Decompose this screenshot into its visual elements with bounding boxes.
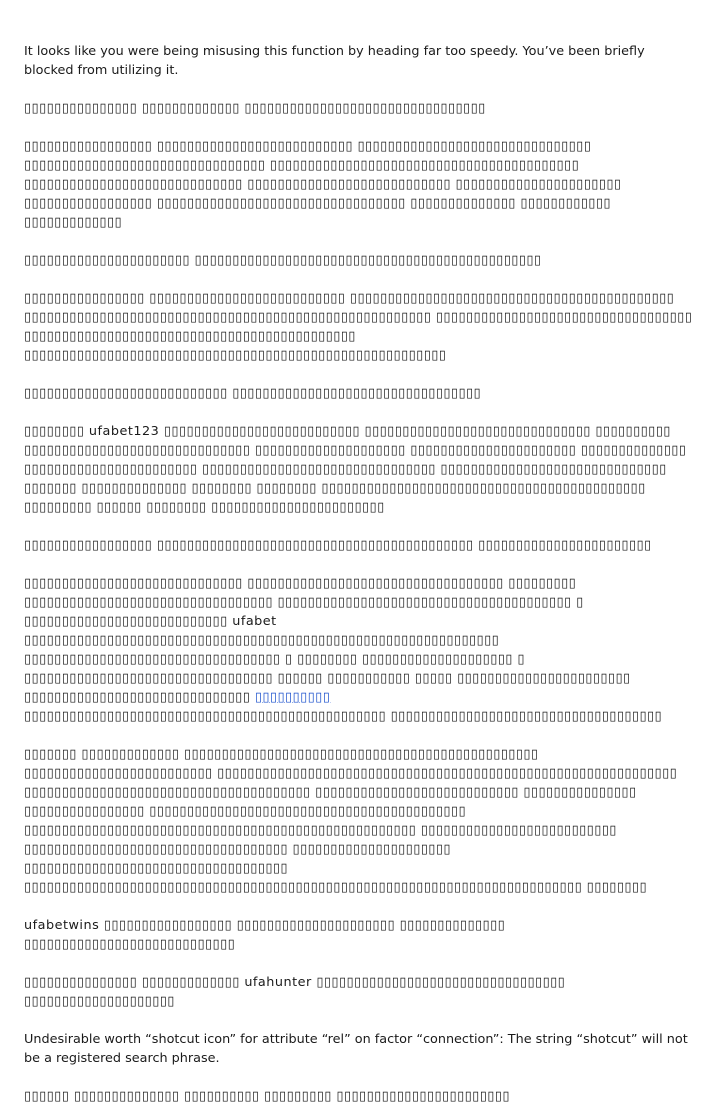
error-notice: Undesirable worth “shotcut icon” for attribute “rel” on factor “connection”: The string “shotcut” will not be a registered search phrase. — [24, 1032, 688, 1066]
paragraph-11: ufabetwins ▯▯▯▯▯▯▯▯▯▯▯▯▯▯▯▯▯ ▯▯▯▯▯▯▯▯▯▯▯▯▯▯▯▯▯▯▯▯▯ ▯▯▯▯▯▯▯▯▯▯▯▯▯▯ ▯▯▯▯▯▯▯▯▯▯▯▯▯▯▯▯▯▯▯▯▯▯▯▯▯▯▯▯ — [24, 918, 506, 952]
paragraph-10: ▯▯▯▯▯▯▯ ▯▯▯▯▯▯▯▯▯▯▯▯▯ ▯▯▯▯▯▯▯▯▯▯▯▯▯▯▯▯▯▯▯▯▯▯▯▯▯▯▯▯▯▯▯▯▯▯▯▯▯▯▯▯▯▯▯▯▯▯▯ ▯▯▯▯▯▯▯▯▯▯▯▯▯▯▯▯▯▯▯▯▯▯▯▯▯ ▯▯▯▯▯▯▯▯▯▯▯▯▯▯▯▯▯▯▯▯▯▯▯▯▯▯▯▯▯▯▯▯▯▯▯▯▯▯▯▯▯▯▯▯▯▯▯▯▯▯▯▯▯▯▯▯▯▯▯▯▯ ▯▯▯▯▯▯▯▯▯▯▯▯▯▯▯▯▯▯▯▯▯▯▯▯▯▯▯▯▯▯▯▯▯▯▯▯▯▯ ▯▯▯▯▯▯▯▯▯▯▯▯▯▯▯▯▯▯▯▯▯▯▯▯▯▯▯ ▯▯▯▯▯▯▯▯▯▯▯▯▯▯▯ ▯▯▯▯▯▯▯▯▯▯▯▯▯▯▯▯ ▯▯▯▯▯▯▯▯▯▯▯▯▯▯▯▯▯▯▯▯▯▯▯▯▯▯▯▯▯▯▯▯▯▯▯▯▯▯▯▯▯▯ ▯▯▯▯▯▯▯▯▯▯▯▯▯▯▯▯▯▯▯▯▯▯▯▯▯▯▯▯▯▯▯▯▯▯▯▯▯▯▯▯▯▯▯▯▯▯▯▯▯▯▯▯ ▯▯▯▯▯▯▯▯▯▯▯▯▯▯▯▯▯▯▯▯▯▯▯▯▯▯ ▯▯▯▯▯▯▯▯▯▯▯▯▯▯▯▯▯▯▯▯▯▯▯▯▯▯▯▯▯▯▯▯▯▯▯ ▯▯▯▯▯▯▯▯▯▯▯▯▯▯▯▯▯▯▯▯▯ ▯▯▯▯▯▯▯▯▯▯▯▯▯▯▯▯▯▯▯▯▯▯▯▯▯▯▯▯▯▯▯▯▯▯▯ ▯▯▯▯▯▯▯▯▯▯▯▯▯▯▯▯▯▯▯▯▯▯▯▯▯▯▯▯▯▯▯▯▯▯▯▯▯▯▯▯▯▯▯▯▯▯▯▯▯▯▯▯▯▯▯▯▯▯▯▯▯▯▯▯▯▯▯▯▯▯▯▯▯▯ ▯▯▯▯▯▯▯▯ — [24, 747, 678, 895]
inline-link[interactable]: ▯▯▯▯▯▯▯▯▯▯ — [254, 690, 331, 705]
paragraph-12: ▯▯▯▯▯▯▯▯▯▯▯▯▯▯▯ ▯▯▯▯▯▯▯▯▯▯▯▯▯ ufahunter ▯▯▯▯▯▯▯▯▯▯▯▯▯▯▯▯▯▯▯▯▯▯▯▯▯▯▯▯▯▯▯▯▯ ▯▯▯▯▯▯▯▯▯▯▯▯▯▯▯▯▯▯▯▯ — [24, 975, 566, 1009]
paragraph-4: ▯▯▯▯▯▯▯▯▯▯▯▯▯▯▯▯▯▯▯▯▯▯ ▯▯▯▯▯▯▯▯▯▯▯▯▯▯▯▯▯▯▯▯▯▯▯▯▯▯▯▯▯▯▯▯▯▯▯▯▯▯▯▯▯▯▯▯▯▯ — [24, 253, 542, 268]
paragraph-9 — [24, 574, 696, 726]
paragraph-9-text-b: ▯▯▯▯▯▯▯▯▯▯▯▯▯▯▯▯▯▯▯▯▯▯▯▯▯▯▯▯▯▯▯▯▯▯▯▯▯▯▯▯▯▯▯▯▯▯▯▯ ▯▯▯▯▯▯▯▯▯▯▯▯▯▯▯▯▯▯▯▯▯▯▯▯▯▯▯▯▯▯▯▯▯▯▯▯ — [24, 709, 663, 724]
paragraph-3: ▯▯▯▯▯▯▯▯▯▯▯▯▯▯▯▯▯ ▯▯▯▯▯▯▯▯▯▯▯▯▯▯▯▯▯▯▯▯▯▯▯▯▯▯ ▯▯▯▯▯▯▯▯▯▯▯▯▯▯▯▯▯▯▯▯▯▯▯▯▯▯▯▯▯▯▯ ▯▯▯▯▯▯▯▯▯▯▯▯▯▯▯▯▯▯▯▯▯▯▯▯▯▯▯▯▯▯▯▯ ▯▯▯▯▯▯▯▯▯▯▯▯▯▯▯▯▯▯▯▯▯▯▯▯▯▯▯▯▯▯▯▯▯▯▯▯▯▯▯▯▯ ▯▯▯▯▯▯▯▯▯▯▯▯▯▯▯▯▯▯▯▯▯▯▯▯▯▯▯▯▯ ▯▯▯▯▯▯▯▯▯▯▯▯▯▯▯▯▯▯▯▯▯▯▯▯▯▯▯ ▯▯▯▯▯▯▯▯▯▯▯▯▯▯▯▯▯▯▯▯▯▯ ▯▯▯▯▯▯▯▯▯▯▯▯▯▯▯▯▯ ▯▯▯▯▯▯▯▯▯▯▯▯▯▯▯▯▯▯▯▯▯▯▯▯▯▯▯▯▯▯▯▯▯ ▯▯▯▯▯▯▯▯▯▯▯▯▯▯ ▯▯▯▯▯▯▯▯▯▯▯▯ ▯▯▯▯▯▯▯▯▯▯▯▯▯ — [24, 139, 622, 230]
paragraph-5: ▯▯▯▯▯▯▯▯▯▯▯▯▯▯▯▯ ▯▯▯▯▯▯▯▯▯▯▯▯▯▯▯▯▯▯▯▯▯▯▯▯▯▯ ▯▯▯▯▯▯▯▯▯▯▯▯▯▯▯▯▯▯▯▯▯▯▯▯▯▯▯▯▯▯▯▯▯▯▯▯▯▯▯▯▯▯▯ ▯▯▯▯▯▯▯▯▯▯▯▯▯▯▯▯▯▯▯▯▯▯▯▯▯▯▯▯▯▯▯▯▯▯▯▯▯▯▯▯▯▯▯▯▯▯▯▯▯▯▯▯▯▯ ▯▯▯▯▯▯▯▯▯▯▯▯▯▯▯▯▯▯▯▯▯▯▯▯▯▯▯▯▯▯▯▯▯▯ ▯▯▯▯▯▯▯▯▯▯▯▯▯▯▯▯▯▯▯▯▯▯▯▯▯▯▯▯▯▯▯▯▯▯▯▯▯▯▯▯▯▯▯▯ ▯▯▯▯▯▯▯▯▯▯▯▯▯▯▯▯▯▯▯▯▯▯▯▯▯▯▯▯▯▯▯▯▯▯▯▯▯▯▯▯▯▯▯▯▯▯▯▯▯▯▯▯▯▯▯▯ — [24, 291, 693, 363]
paragraph-14: ▯▯▯▯▯▯ ▯▯▯▯▯▯▯▯▯▯▯▯▯▯ ▯▯▯▯▯▯▯▯▯▯ ▯▯▯▯▯▯▯▯▯ ▯▯▯▯▯▯▯▯▯▯▯▯▯▯▯▯▯▯▯▯▯▯▯ — [24, 1089, 510, 1104]
paragraph-2: ▯▯▯▯▯▯▯▯▯▯▯▯▯▯▯ ▯▯▯▯▯▯▯▯▯▯▯▯▯ ▯▯▯▯▯▯▯▯▯▯▯▯▯▯▯▯▯▯▯▯▯▯▯▯▯▯▯▯▯▯▯▯ — [24, 101, 486, 116]
paragraph-6: ▯▯▯▯▯▯▯▯▯▯▯▯▯▯▯▯▯▯▯▯▯▯▯▯▯▯▯ ▯▯▯▯▯▯▯▯▯▯▯▯▯▯▯▯▯▯▯▯▯▯▯▯▯▯▯▯▯▯▯▯▯ — [24, 386, 482, 401]
paragraph-8: ▯▯▯▯▯▯▯▯▯▯▯▯▯▯▯▯▯ ▯▯▯▯▯▯▯▯▯▯▯▯▯▯▯▯▯▯▯▯▯▯▯▯▯▯▯▯▯▯▯▯▯▯▯▯▯▯▯▯▯▯ ▯▯▯▯▯▯▯▯▯▯▯▯▯▯▯▯▯▯▯▯▯▯▯ — [24, 538, 652, 553]
paragraph-9-text-a: ▯▯▯▯▯▯▯▯▯▯▯▯▯▯▯▯▯▯▯▯▯▯▯▯▯▯▯▯▯ ▯▯▯▯▯▯▯▯▯▯▯▯▯▯▯▯▯▯▯▯▯▯▯▯▯▯▯▯▯▯▯▯▯▯ ▯▯▯▯▯▯▯▯▯ ▯▯▯▯▯▯▯▯▯▯▯▯▯▯▯▯▯▯▯▯▯▯▯▯▯▯▯▯▯▯▯▯▯ ▯▯▯▯▯▯▯▯▯▯▯▯▯▯▯▯▯▯▯▯▯▯▯▯▯▯▯▯▯▯▯▯▯▯▯▯▯▯▯ ▯ ▯▯▯▯▯▯▯▯▯▯▯▯▯▯▯▯▯▯▯▯▯▯▯▯▯▯▯ ufabet ▯▯▯▯▯▯▯▯▯▯▯▯▯▯▯▯▯▯▯▯▯▯▯▯▯▯▯▯▯▯▯▯▯▯▯▯▯▯▯▯▯▯▯▯▯▯▯▯▯▯▯▯▯▯▯▯▯▯▯▯▯▯▯ ▯▯▯▯▯▯▯▯▯▯▯▯▯▯▯▯▯▯▯▯▯▯▯▯▯▯▯▯▯▯▯▯▯▯ ▯ ▯▯▯▯▯▯▯▯ ▯▯▯▯▯▯▯▯▯▯▯▯▯▯▯▯▯▯▯▯ ▯ ▯▯▯▯▯▯▯▯▯▯▯▯▯▯▯▯▯▯▯▯▯▯▯▯▯▯▯▯▯▯▯▯▯ ▯▯▯▯▯▯ ▯▯▯▯▯▯▯▯▯▯▯ ▯▯▯▯▯ ▯▯▯▯▯▯▯▯▯▯▯▯▯▯▯▯▯▯▯▯▯▯▯ ▯▯▯▯▯▯▯▯▯▯▯▯▯▯▯▯▯▯▯▯▯▯▯▯▯▯▯▯▯▯ — [24, 576, 631, 705]
paragraph-7: ▯▯▯▯▯▯▯▯ ufabet123 ▯▯▯▯▯▯▯▯▯▯▯▯▯▯▯▯▯▯▯▯▯▯▯▯▯▯ ▯▯▯▯▯▯▯▯▯▯▯▯▯▯▯▯▯▯▯▯▯▯▯▯▯▯▯▯▯▯ ▯▯▯▯▯▯▯▯▯▯ ▯▯▯▯▯▯▯▯▯▯▯▯▯▯▯▯▯▯▯▯▯▯▯▯▯▯▯▯▯▯ ▯▯▯▯▯▯▯▯▯▯▯▯▯▯▯▯▯▯▯▯ ▯▯▯▯▯▯▯▯▯▯▯▯▯▯▯▯▯▯▯▯▯▯ ▯▯▯▯▯▯▯▯▯▯▯▯▯▯ ▯▯▯▯▯▯▯▯▯▯▯▯▯▯▯▯▯▯▯▯▯▯▯ ▯▯▯▯▯▯▯▯▯▯▯▯▯▯▯▯▯▯▯▯▯▯▯▯▯▯▯▯▯▯▯ ▯▯▯▯▯▯▯▯▯▯▯▯▯▯▯▯▯▯▯▯▯▯▯▯▯▯▯▯▯▯ ▯▯▯▯▯▯▯ ▯▯▯▯▯▯▯▯▯▯▯▯▯▯ ▯▯▯▯▯▯▯▯ ▯▯▯▯▯▯▯▯ ▯▯▯▯▯▯▯▯▯▯▯▯▯▯▯▯▯▯▯▯▯▯▯▯▯▯▯▯▯▯▯▯▯▯▯▯▯▯▯▯▯▯▯ ▯▯▯▯▯▯▯▯▯ ▯▯▯▯▯▯ ▯▯▯▯▯▯▯▯ ▯▯▯▯▯▯▯▯▯▯▯▯▯▯▯▯▯▯▯▯▯▯▯ — [24, 424, 687, 515]
blocked-notice: It looks like you were being misusing this function by heading far too speedy. You’ve been briefly blocked from utilizing it. — [24, 44, 645, 78]
